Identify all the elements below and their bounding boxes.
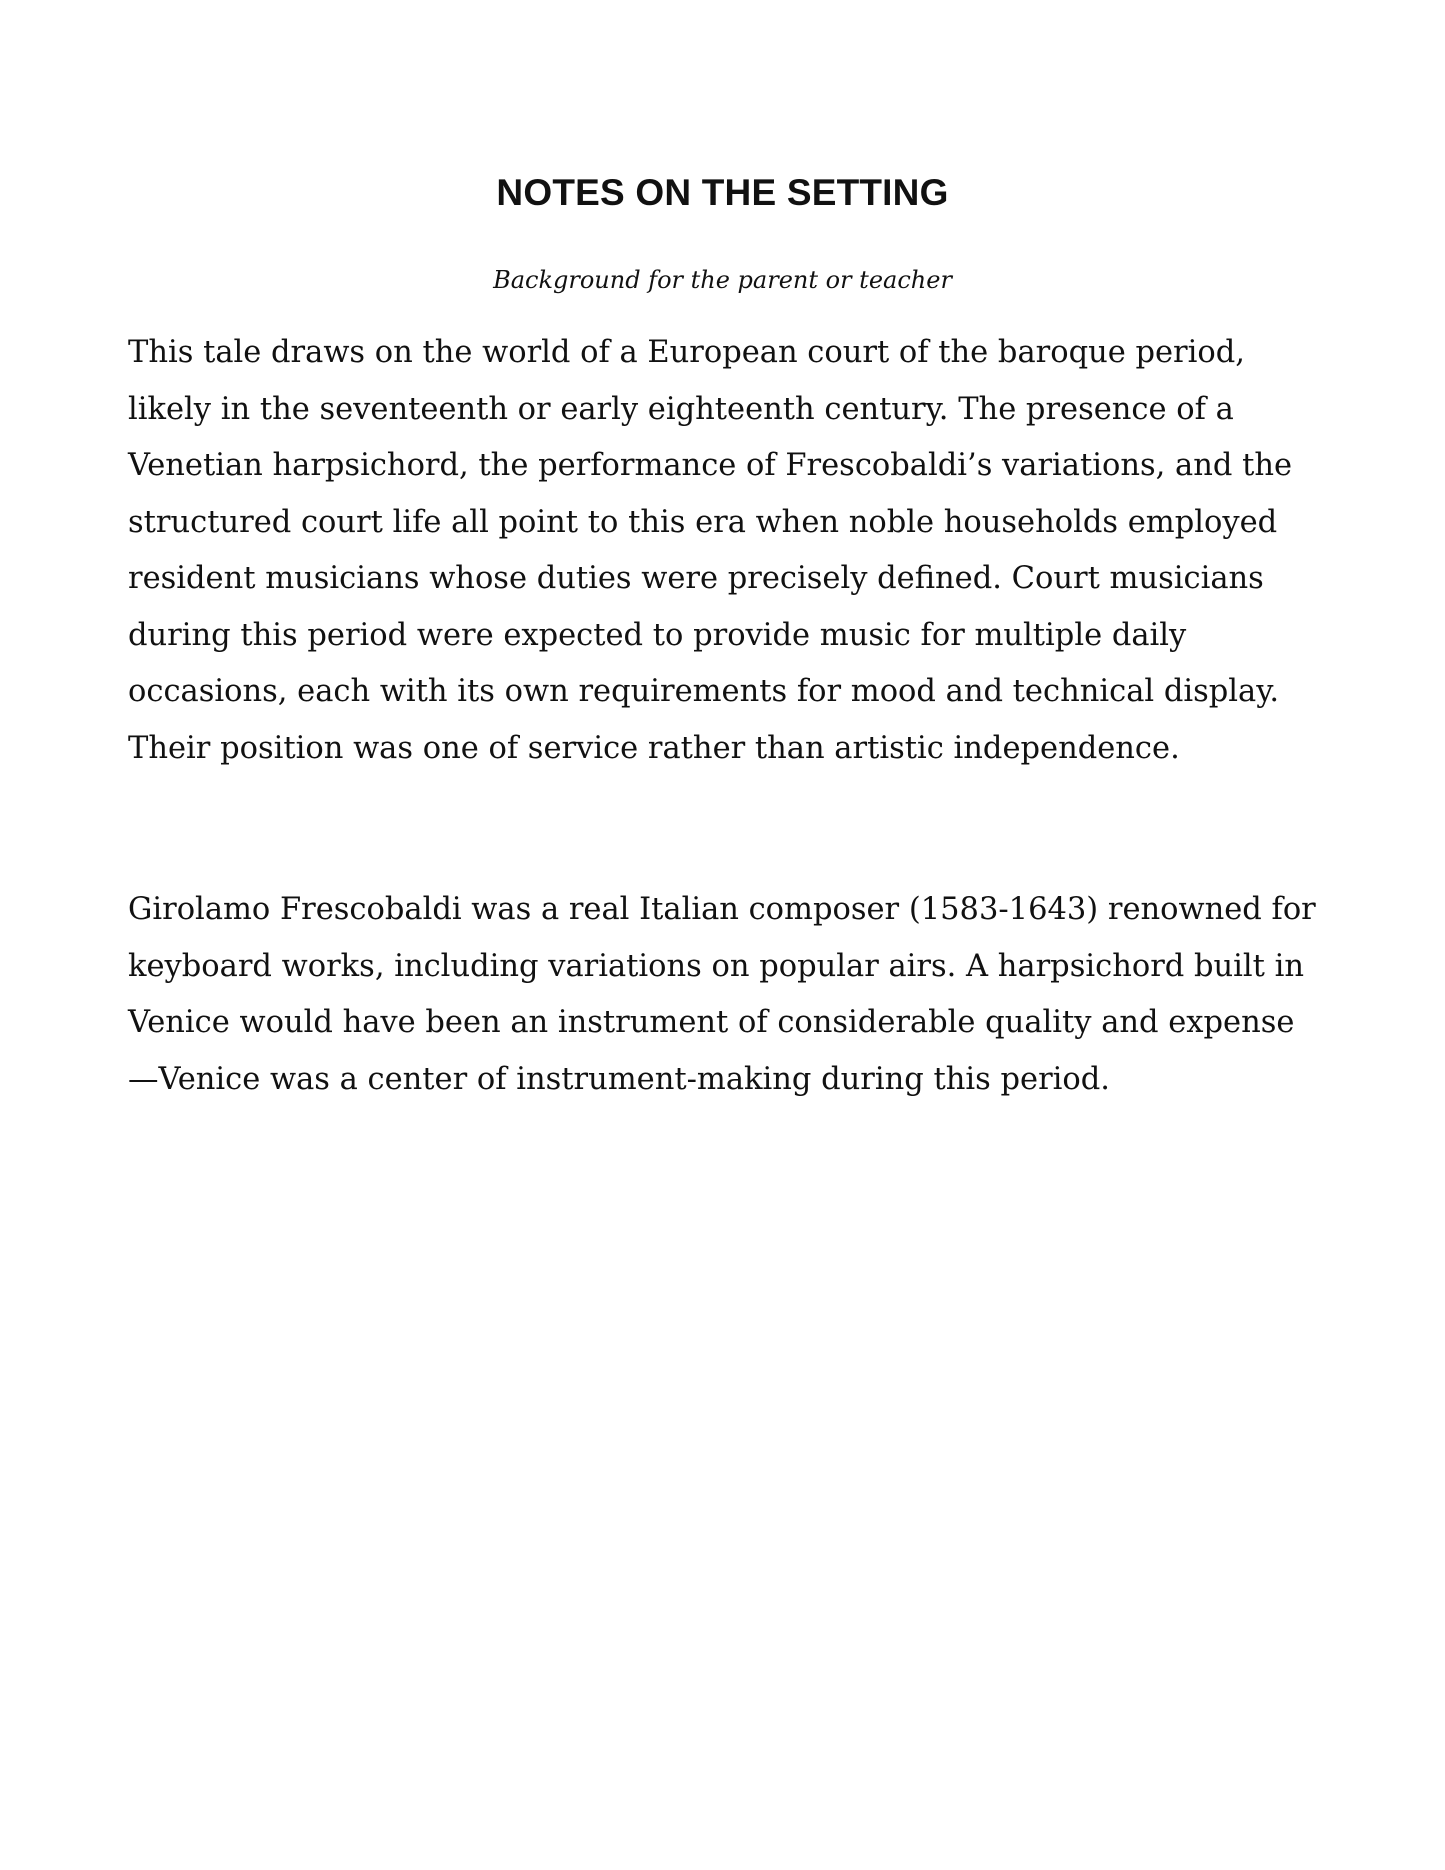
paragraph-setting: This tale draws on the world of a European court of the baroque period, likely in the seventeenth or early eighteenth century. The presence of a Venetian harpsichord, the performance of Frescobaldi’s variations, and the structured court life all point to this era when noble households employed resident musicians whose duties were precisely defined. Court musicians during this period were expected to provide music for multiple daily occasions, each with its own requirements for mood and technical display. Their position was one of service rather than artistic independence. (128, 335, 1293, 766)
page-title: NOTES ON THE SETTING (496, 172, 949, 213)
page-subtitle: Background for the parent or teacher (493, 266, 952, 294)
paragraph-frescobaldi: Girolamo Frescobaldi was a real Italian composer (1583-1643) renowned for keyboard works, including variations on popular airs. A harpsichord built in Venice would have been an instrument of considerable quality and expense—Venice was a center of instrument-making during this period. (128, 892, 1316, 1097)
